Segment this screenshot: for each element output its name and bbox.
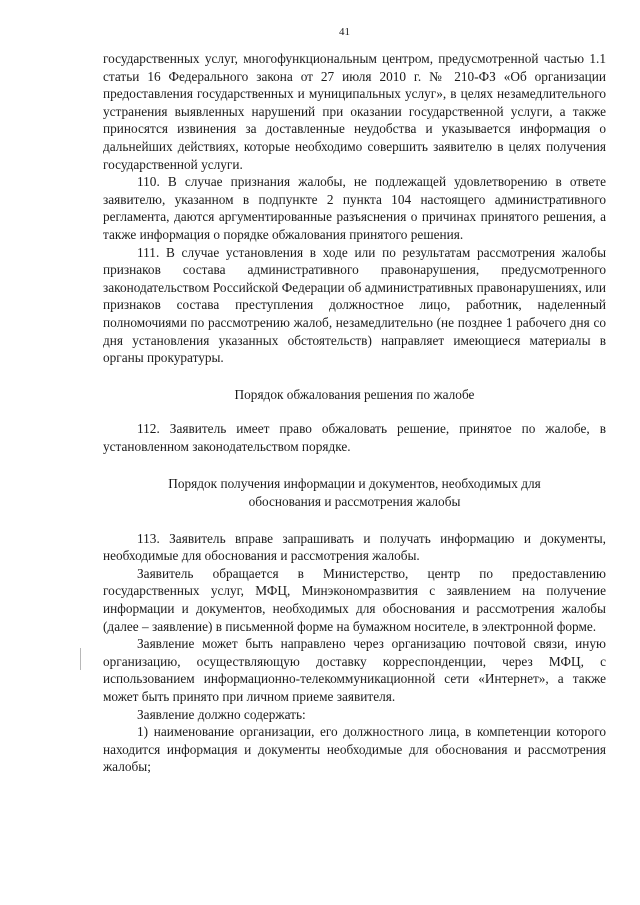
paragraph-contents-intro: Заявление должно содержать: bbox=[137, 706, 306, 722]
paragraph-111: 111. В случае установления в ходе или по результатам рассмотрения жалобы признаков состава административного правонарушения, предусмотренного законодательством Российской Федерации об административных правонарушениях, или признаков состава преступления должностное лицо, работник, наделенный полномочиями по рассмотрению жалоб, незамедлительно (не позднее 1 рабочего дня со дня установления указанных обстоятельств) направляет имеющиеся материалы в органы прокуратуры. bbox=[103, 244, 606, 366]
paragraph-110: 110. В случае признания жалобы, не подлежащей удовлетворению в ответе заявителю, указанном в подпункте 2 пункта 104 настоящего административного регламента, даются аргументированные разъяснения о причинах принятого решения, а также информация о порядке обжалования принятого решения. bbox=[103, 174, 606, 242]
section-heading-documents-line-1: Порядок получения информации и документов, необходимых для bbox=[168, 476, 541, 492]
paragraph-item-1: 1) наименование организации, его должностного лица, в компетенции которого находится информация и документы необходимые для обоснования и рассмотрения жалобы; bbox=[103, 724, 606, 775]
paragraph-applicant-request: Заявитель обращается в Министерство, центр по предоставлению государственных услуг, МФЦ, Минэкономразвития с заявлением на получение информации и документов, необходимых для обоснования и рассмотрения жалобы (далее – заявление) в письменной форме на бумажном носителе, в электронной форме. bbox=[103, 565, 606, 634]
page-number: 41 bbox=[339, 26, 350, 38]
section-heading-documents-line-2: обоснования и рассмотрения жалобы bbox=[248, 494, 461, 510]
section-heading-appeal: Порядок обжалования решения по жалобе bbox=[234, 386, 475, 402]
paragraph-109-continuation: государственных услуг, многофункциональным центром, предусмотренной частью 1.1 статьи 16 Федерального закона от 27 июля 2010 г. № 210-ФЗ «Об организации предоставления государственных и муниципальных услуг», в целях незамедлительного устранения выявленных нарушений при оказании государственной услуги, а также приносятся извинения за доставленные неудобства и указывается информация о дальнейших действиях, которые необходимо совершить заявителю в целях получения государственной услуги. bbox=[103, 51, 606, 172]
paragraph-112: 112. Заявитель имеет право обжаловать решение, принятое по жалобе, в установленном законодательством порядке. bbox=[103, 421, 606, 454]
paragraph-113: 113. Заявитель вправе запрашивать и получать информацию и документы, необходимые для обоснования и рассмотрения жалобы. bbox=[103, 530, 606, 564]
paragraph-submission-methods: Заявление может быть направлено через организацию почтовой связи, иную организацию, осуществляющую доставку корреспонденции, через МФЦ, с использованием информационно-телекоммуникационной сети «Интернет», а также может быть принято при личном приеме заявителя. bbox=[103, 636, 606, 704]
scan-margin-mark bbox=[80, 648, 81, 670]
